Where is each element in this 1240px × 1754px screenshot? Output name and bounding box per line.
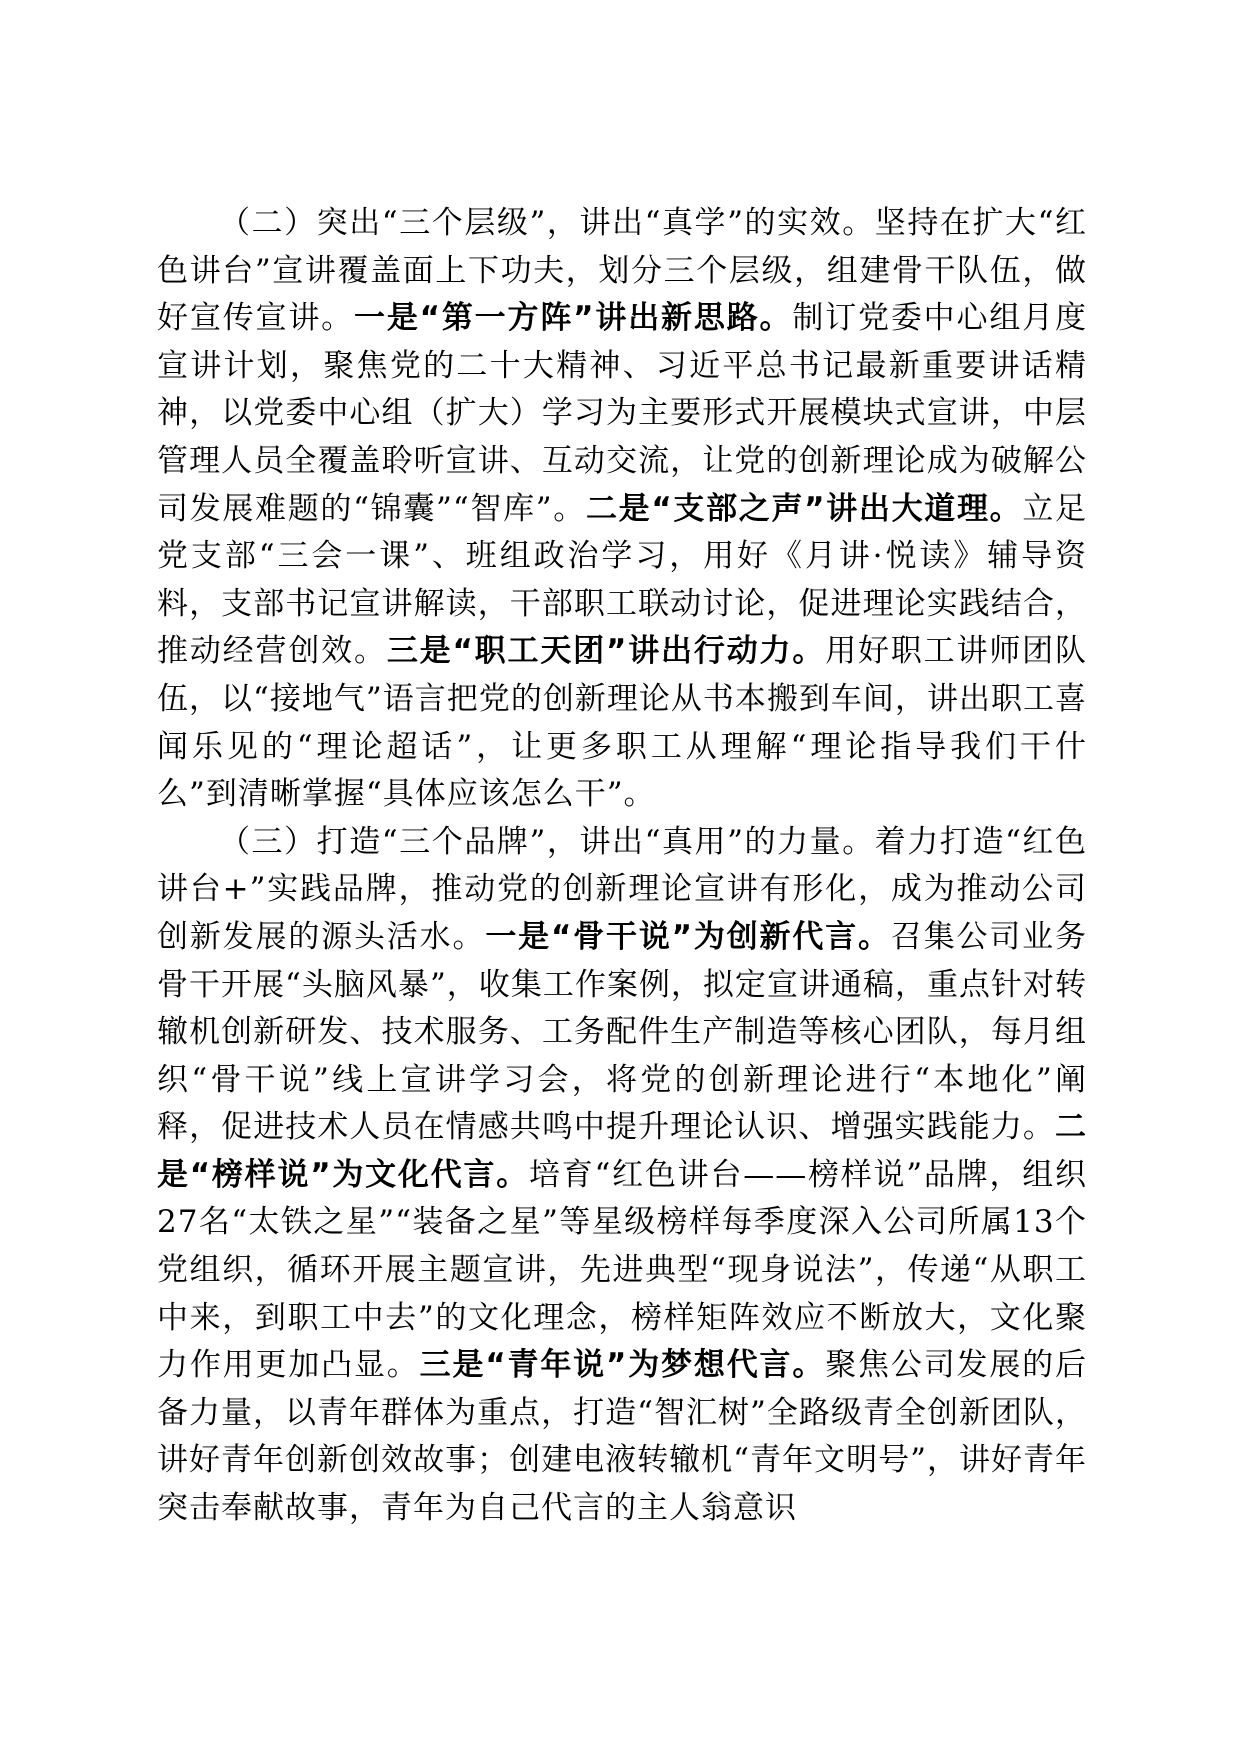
bold-heading: 二是“支部之声”讲出大道理。 — [585, 490, 1023, 527]
document-page — [157, 200, 1087, 1533]
paragraph-text: 立足党支部“三会一课”、班组政治学习，用好《月讲·悦读》辅导资料，支部书记宣讲解读，干部职工联动讨论，促进理论实践结合，推动经营创效。 — [157, 490, 1087, 670]
bold-heading: 二是“榜样说”为文化代言。 — [157, 1109, 1087, 1193]
paragraph-section-two — [157, 200, 1087, 819]
paragraph-text: 召集公司业务骨干开展“头脑风暴”，收集工作案例，拟定宣讲通稿，重点针对转辙机创新研发、技术服务、工务配件生产制造等核心团队，每月组织“骨干说”线上宣讲学习会，将党的创新理论进行“本地化”阐释，促进技术人员在情感共鸣中提升理论认识、增强实践能力。 — [157, 918, 1088, 1146]
bold-heading: 三是“职工天团”讲出行动力。 — [386, 633, 826, 670]
bold-heading: 一是“第一方阵”讲出新思路。 — [353, 300, 793, 337]
paragraph-text: 制订党委中心组月度宣讲计划，聚焦党的二十大精神、习近平总书记最新重要讲话精神，以党委中心组（扩大）学习为主要形式开展模块式宣讲，中层管理人员全覆盖聆听宣讲、互动交流，让党的创新理论成为破解公司发展难题的“锦囊”“智库”。 — [157, 300, 1088, 527]
paragraph-text: 培育“红色讲台——榜样说”品牌，组织27名“太铁之星”“装备之星”等星级榜样每季度深入公司所属13个党组织，循环开展主题宣讲，先进典型“现身说法”，传递“从职工中来，到职工中去”的文化理念，榜样矩阵效应不断放大，文化聚力作用更加凸显。 — [157, 1156, 1087, 1384]
paragraph-text: （三）打造“三个品牌”，讲出“真用”的力量。着力打造“红色讲台+”实践品牌，推动党的创新理论宣讲有形化，成为推动公司创新发展的源头活水。 — [157, 823, 1087, 955]
bold-heading: 三是“青年说”为梦想代言。 — [419, 1347, 826, 1384]
paragraph-text: （二）突出“三个层级”，讲出“真学”的实效。坚持在扩大“红色讲台”宣讲覆盖面上下功夫，划分三个层级，组建骨干队伍，做好宣传宣讲。 — [157, 205, 1087, 337]
paragraph-text: 用好职工讲师团队伍，以“接地气”语言把党的创新理论从书本搬到车间，讲出职工喜闻乐见的“理论超话”，让更多职工从理解“理论指导我们干什么”到清晰掌握“具体应该怎么干”。 — [157, 633, 1087, 813]
bold-heading: 一是“骨干说”为创新代言。 — [485, 918, 891, 955]
paragraph-section-three — [157, 819, 1087, 1533]
paragraph-text: 聚焦公司发展的后备力量，以青年群体为重点，打造“智汇树”全路级青全创新团队，讲好青年创新创效故事；创建电液转辙机“青年文明号”，讲好青年突击奉献故事，青年为自己代言的主人翁意识 — [157, 1347, 1088, 1527]
